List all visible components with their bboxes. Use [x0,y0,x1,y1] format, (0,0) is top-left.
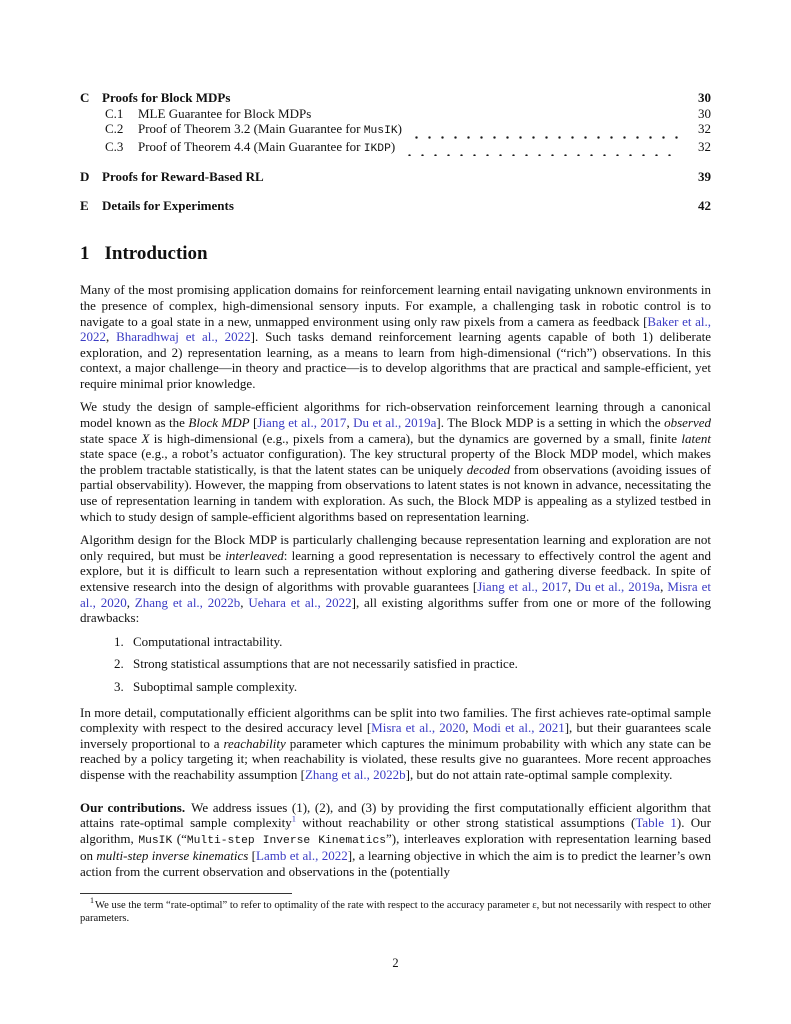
list-item-1 [114,634,711,650]
paragraph-algorithm-design [80,532,711,626]
emphasis-text: interleaved [225,547,284,563]
math-symbol: X [141,430,150,446]
citation-link[interactable]: Modi et al., 2021 [472,720,565,736]
citation-link[interactable]: Bharadhwaj et al., 2022 [116,329,251,345]
text-run: Proofs for Reward-Based RL [102,169,264,185]
text-run: : learning a good representation is necessary to effectively control the agent and explore, but it is difficult to learn such a representation without exploring and gathering diverse feedback. In spite of extensive research into the design of algorithms with provable guarantees [ [80,547,711,594]
text-run: state space (e.g., a robot’s actuator configuration). The key structural property of the Block MDP model, which makes the problem tractable statistically, is that the latent states can be uniquely [80,446,711,477]
inline-code: Multi-step Inverse Kinematics [186,834,387,847]
text-run: ) [390,138,396,154]
text-run: Proofs for Block MDPs [102,90,231,105]
toc-entry-label [102,198,234,214]
list-item-2 [114,656,711,672]
citation-link[interactable]: Jiang et al., 2017 [257,415,347,431]
toc-entry-page: 42 [698,197,711,213]
section-title: Introduction [104,243,208,265]
list-item-number: 1. [114,633,124,649]
list-item-text: Suboptimal sample complexity. [133,678,298,694]
citation-link[interactable]: Misra et al., 2020 [80,579,712,610]
toc-entry-page: 30 [698,90,711,105]
emphasis-text: Block MDP [188,415,250,431]
citation-link[interactable]: Du et al., 2019a [353,415,437,431]
emphasis-text: latent [681,430,711,446]
citation-link[interactable]: Table 1 [635,815,677,831]
text-run: We address issues (1), (2), and (3) by providing the first computationally efficient algorithm that attains rate-optimal sample complexity [80,799,711,831]
list-item-text: Strong statistical assumptions that are not necessarily satisfied in practice. [133,656,518,672]
toc-entry-c2[interactable] [80,121,711,139]
toc-entry-number: C [80,90,90,105]
citation-link[interactable]: Misra et al., 2020 [371,720,466,736]
toc-entry-appendix-d[interactable] [80,169,711,185]
text-run: , [465,720,473,736]
emphasis-text: decoded [466,461,511,477]
text-run: , [567,579,576,594]
text-run: from observations (avoiding issues of partial observability). However, the mapping from observations to latent states is not known in advance, necessitating the use of representation learning in tandem with exploration. As such, the Block MDP is appealing as a stylized testbed in which to study design of sample-efficient algorithms based on representation learning. [80,461,711,524]
section-number: 1 [80,243,90,265]
text-run: ”), interleaves exploration with representation learning based on [80,830,711,864]
text-run: ]. The Block MDP is a setting in which the [436,415,665,431]
emphasis-text: observed [664,415,711,431]
toc-entry-appendix-e[interactable] [80,198,711,214]
text-run: We study the design of sample-efficient algorithms for rich-observation reinforcement learning through a canonical model known as the [80,399,711,431]
toc-entry-label [138,139,395,157]
emphasis-text: reachability [223,735,286,751]
list-item-3 [114,679,711,695]
toc-entry-label [138,121,402,139]
text-run: ) [397,121,402,137]
list-item-text: Computational intractability. [133,633,283,649]
citation-link[interactable]: Jiang et al., 2017 [477,579,568,594]
citation-link[interactable]: Lamb et al., 2022 [256,848,348,864]
text-run: Proof of Theorem 3.2 (Main Guarantee for [138,121,364,137]
page-number: 2 [392,956,399,970]
toc-entry-number: E [80,197,89,213]
toc-entry-c1[interactable] [80,106,711,122]
toc-entry-label [102,169,264,185]
toc-dot-leader [401,139,679,157]
list-item-number: 3. [114,678,124,694]
toc-entry-page: 30 [698,105,711,121]
paragraph-intro-1 [80,282,711,391]
text-run: (“ [172,830,187,846]
section-heading [80,243,711,265]
toc-entry-page: 32 [698,138,711,154]
text-run: ], all existing algorithms suffer from one or more of the following drawbacks: [80,594,711,626]
toc-entry-c3[interactable] [80,139,711,157]
bold-run: Our contributions. [80,799,186,815]
emphasis-text: multi-step inverse kinematics [96,848,249,864]
paragraph-two-families [80,705,711,783]
citation-link[interactable]: Zhang et al., 2022b [134,594,241,610]
footnote-rule [80,893,292,894]
text-run: without reachability or other strong statistical assumptions ( [295,815,636,831]
text-run: ], but their guarantees scale inversely proportional to a [80,720,712,751]
toc-dot-leader [317,106,679,122]
toc-entry-page: 32 [698,121,711,137]
toc-entry-number: D [80,169,90,185]
paragraph-our-contributions [80,800,711,880]
citation-link[interactable]: Baker et al., 2022 [80,313,711,345]
footnote-marker: 1 [90,896,94,906]
citation-link[interactable]: Du et al., 2019a [575,579,661,594]
text-run: parameter which captures the minimum probability with which any state can be reached by a policy targeting it; when reachability is violated, these results give no guarantees. More recent approaches dispense with the reachability assumption [ [80,735,711,782]
text-run: [ [248,848,257,864]
text-run: , [346,415,354,431]
text-run: ], but do not attain rate-optimal sample complexity. [405,766,673,782]
text-run: [ [249,415,258,431]
text-run: Details for Experiments [102,197,234,213]
drawbacks-list [80,634,711,695]
footnote-marker-link[interactable]: 1 [291,813,296,824]
toc-entry-number: C.2 [105,121,124,137]
toc-entry-page: 39 [698,169,711,185]
text-run: MLE Guarantee for Block MDPs [138,105,312,121]
toc-entry-number: C.3 [105,138,124,154]
text-run: state space [80,430,142,446]
text-run: ], a learning objective in which the aim is to predict the learner’s own action from the current observation and observations in the (potentially [80,848,711,879]
footnote [80,893,711,925]
text-run: Algorithm design for the Block MDP is particularly challenging because representation learning and exploration are not only required, but must be [80,532,711,563]
text-run: , [126,594,135,610]
text-run: is high-dimensional (e.g., pixels from a camera), but the dynamics are governed by a small, finite [149,430,682,446]
text-run: ]. Such tasks demand reinforcement learning agents capable of both 1) deliberate exploration, and 2) representation learning, as a means to learn from high-dimensional (“rich”) observations. In this context, a major challenge—in theory and practice—is to develop algorithms that are practical and sample-efficient, yet require minimal prior knowledge. [80,329,711,391]
footnote-text [80,896,711,925]
toc-entry-label [138,106,311,122]
text-run: , [106,329,117,345]
text-run: Proof of Theorem 4.4 (Main Guarantee for [138,138,364,154]
toc-entry-number: C.1 [105,105,124,121]
toc-entry-appendix-c[interactable] [80,90,711,106]
inline-code: MusIK [138,834,173,847]
text-run: We use the term “rate-optimal” to refer to optimality of the rate with respect to the accuracy parameter ε, but not necessarily with respect to other parameters. [80,900,711,925]
table-of-contents [80,90,711,213]
text-run: , [660,579,668,594]
citation-link[interactable]: Zhang et al., 2022b [304,766,406,782]
text-run: ). Our algorithm, [80,815,712,846]
inline-code: IKDP [363,142,391,155]
text-run: , [240,594,249,610]
citation-link[interactable]: Uehara et al., 2022 [248,594,352,610]
text-run: Many of the most promising application domains for reinforcement learning entail navigating unknown environments in the presence of complex, high-dimensional sensory inputs. For example, a challenging task in robotic control is to navigate to a goal state in a new, unmapped environment using only raw pixels from a camera as feedback [ [80,282,711,329]
list-item-number: 2. [114,656,124,672]
text-run: In more detail, computationally efficient algorithms can be split into two families. The first achieves rate-optimal sample complexity with respect to the desired accuracy level [ [80,704,711,736]
inline-code: MusIK [363,125,398,138]
toc-dot-leader [408,121,679,139]
toc-entry-label [102,90,230,106]
paragraph-block-mdp [80,399,711,524]
